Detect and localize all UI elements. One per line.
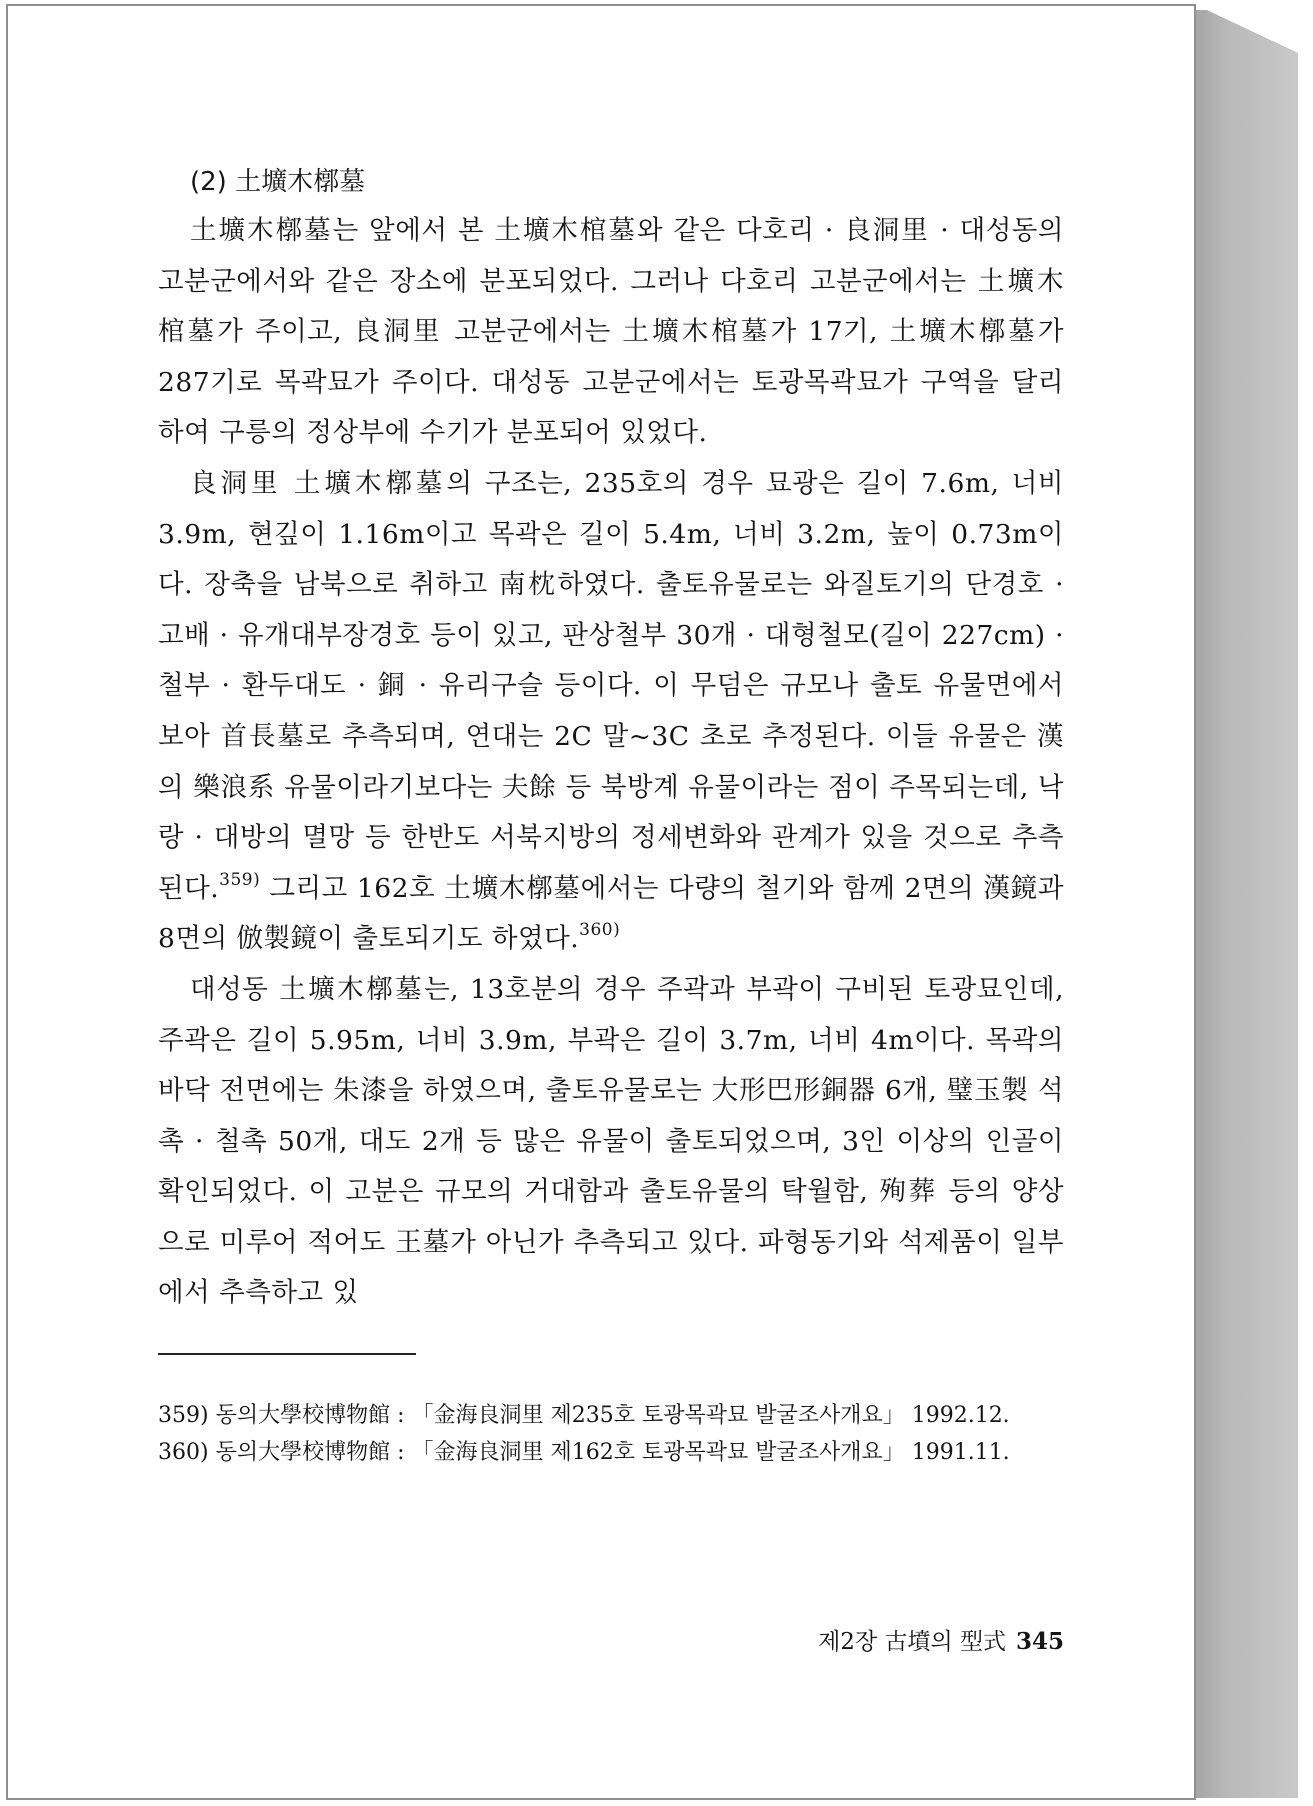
paragraph-1: 土壙木槨墓는 앞에서 본 土壙木棺墓와 같은 다호리 · 良洞里 · 대성동의 고분군에서와 같은 장소에 분포되었다. 그러나 다호리 고분군에서는 土壙木棺墓가 주이고, 良洞里 고분군에서는 土壙木棺墓가 17기, 土壙木槨墓가 287기로 목곽묘가 주이다. 대성동 고분군에서는 토광목곽묘가 구역을 달리하여 구릉의 정상부에 수기가 분포되어 있었다. (158, 215, 1064, 449)
running-footer (818, 1627, 1064, 1657)
footnote-ref-360: 360) (579, 920, 621, 941)
page-body (158, 162, 1064, 1655)
paragraph-2 (158, 459, 1064, 965)
paragraph-2-text-cont: 그리고 162호 土壙木槨墓에서는 다량의 철기와 함께 2면의 漢鏡과 8면의 倣製鏡이 출토되기도 하였다. (158, 872, 1064, 955)
footnote-divider (158, 1353, 416, 1355)
book-page (6, 4, 1196, 1800)
footnote-359: 359) 동의大學校博物館 : 「金海良洞里 제235호 토광목곽묘 발굴조사개요」 1992.12. (158, 1403, 1010, 1429)
page-stack-edge (1178, 10, 1298, 1798)
footnote-ref-359: 359) (219, 869, 261, 890)
section-heading: (2) 土壙木槨墓 (190, 167, 366, 197)
paragraph-3: 대성동 土壙木槨墓는, 13호분의 경우 주곽과 부곽이 구비된 토광묘인데, 주곽은 길이 5.95m, 너비 3.9m, 부곽은 길이 3.7m, 너비 4m이다. 목곽의 바닥 전면에는 朱漆을 하였으며, 출토유물로는 大形巴形銅器 6개, 璧玉製 석촉 · 철촉 50개, 대도 2개 등 많은 유물이 출토되었으며, 3인 이상의 인골이 확인되었다. 이 고분은 규모의 거대함과 출토유물의 탁월함, 殉葬 등의 양상으로 미루어 적어도 王墓가 아닌가 추측되고 있다. 파형동기와 석제품이 일부에서 추측하고 있 (158, 973, 1064, 1309)
footnote-360: 360) 동의大學校博物館 : 「金海良洞里 제162호 토광목곽묘 발굴조사개요」 1991.11. (158, 1440, 1010, 1466)
chapter-title: 제2장 古墳의 型式 (818, 1629, 1006, 1655)
paragraph-2-text: 良洞里 土壙木槨墓의 구조는, 235호의 경우 묘광은 길이 7.6m, 너비 3.9m, 현깊이 1.16m이고 목곽은 길이 5.4m, 너비 3.2m, 높이 0.73m이다. 장축을 남북으로 취하고 南枕하였다. 출토유물로는 와질토기의 단경호 · 고배 · 유개대부장경호 등이 있고, 판상철부 30개 · 대형철모(길이 227cm) · 철부 · 환두대도 · 銅 · 유리구슬 등이다. 이 무덤은 규모나 출토 유물면에서 보아 首長墓로 추측되며, 연대는 2C 말~3C 초로 추정된다. 이들 유물은 漢의 樂浪系 유물이라기보다는 夫餘 등 북방계 유물이라는 점이 주목되는데, 낙랑 · 대방의 멸망 등 한반도 서북지방의 정세변화와 관계가 있을 것으로 추측된다. (158, 467, 1064, 904)
page-number: 345 (1015, 1628, 1064, 1655)
